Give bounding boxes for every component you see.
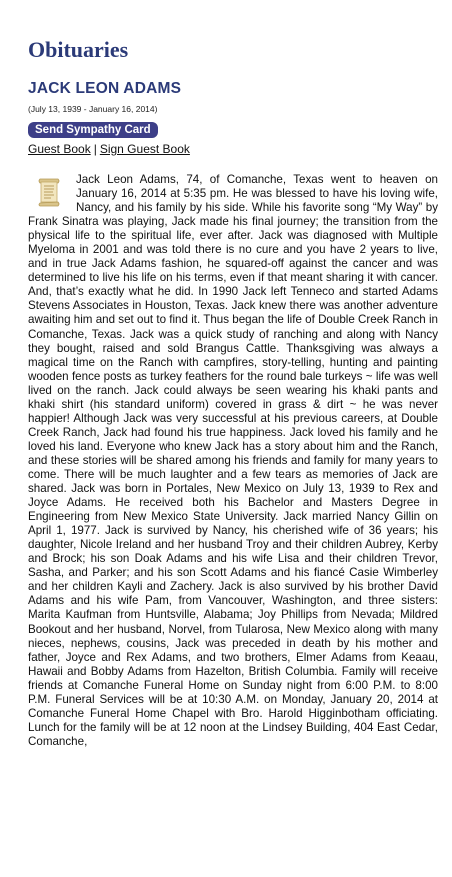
sign-guest-book-link[interactable]: Sign Guest Book <box>99 142 190 156</box>
link-separator: | <box>93 142 97 156</box>
deceased-name: JACK LEON ADAMS <box>28 80 182 97</box>
guest-book-links <box>28 142 190 157</box>
send-sympathy-card-button[interactable]: Send Sympathy Card <box>28 122 158 138</box>
guest-book-link[interactable]: Guest Book <box>28 142 91 156</box>
scroll-icon <box>36 177 62 207</box>
section-title: Obituaries <box>28 37 129 62</box>
obituary-body <box>28 173 438 749</box>
obituary-text: Jack Leon Adams, 74, of Comanche, Texas went to heaven on January 16, 2014 at 5:35 pm. He was blessed to have his loving wife, Nancy, and his family by his side. While his favorite song “My Way” by Frank Sinatra was playing, Jack made his final journey; the transition from the physical life to the spiritual life, ever after. Jack was diagnosed with Multiple Myeloma in 2001 and was told there is no cure and you have 2 years to live, and in true Jack Adams fashion, he squared-off against the cancer and was determined to live his life on his terms, even if that meant sharing it with cancer. And, that’s exactly what he did. In 1990 Jack left Tenneco and started Adams Stevens Associates in Houston, Texas. Jack knew there was another adventure awaiting him and set out to find it. Thus began the life of Double Creek Ranch in Comanche, Texas. Jack was a quick study of ranching and along with Nancy they bought, raised and sold Brangus Cattle. Thanksgiving was always a magical time on the Ranch with campfires, story-telling, hunting and painting wooden fence posts as turkey feathers for the round bale turkeys ~ life was well lived on the ranch. Jack could always be seen wearing his khaki pants and khaki shirt (his standard uniform) covered in grass & dirt ~ he was never happier! Although Jack was very successful at his previous careers, at Double Creek Ranch, Jack had found his true happiness. Jack loved his family and he loved his land. Everyone who knew Jack has a story about him and the Ranch, and these stories will be shared among his friends and family for many years to come. There will be much laughter and a few tears as memories of Jack are shared. Jack was born in Portales, New Mexico on July 13, 1939 to Rex and Joyce Adams. He received both his Bachelor and Masters Degree in Engineering from New Mexico State University. Jack married Nancy Gillin on April 1, 1977. Jack is survived by Nancy, his cherished wife of 36 years; his daughter, Nicole Ireland and her husband Troy and their children Aubrey, Kerby and Brock; his son Doak Adams and his wife Lisa and their children Trevor, Sasha, and Parker; and his son Scott Adams and his fiancé Casie Wimberley and her children Kayli and Zachery. Jack is also survived by his brother David Adams and his wife Pam, from Vancouver, Washington, and three sisters: Marita Kaufman from Huntsville, Alabama; Joy Phillips from Nevada; Mildred Bookout and her husband, Norvel, from Tularosa, New Mexico along with many nieces, nephews, cousins, Jack was preceded in death by his mother and father, Joyce and Rex Adams, and two brothers, Elmer Adams from Keaau, Hawaii and Bobby Adams from Hazelton, British Columbia. Family will receive friends at Comanche Funeral Home on Sunday night from 6:00 P.M. to 8:00 P.M. Funeral Services will be at 10:30 A.M. on Monday, January 20, 2014 at Comanche Funeral Home Chapel with Bro. Harold Higginbotham officiating. Lunch for the family will be at 12 noon at the Lindsey Building, 404 East Cedar, Comanche, <box>28 173 438 748</box>
life-dates: (July 13, 1939 - January 16, 2014) <box>28 104 158 114</box>
